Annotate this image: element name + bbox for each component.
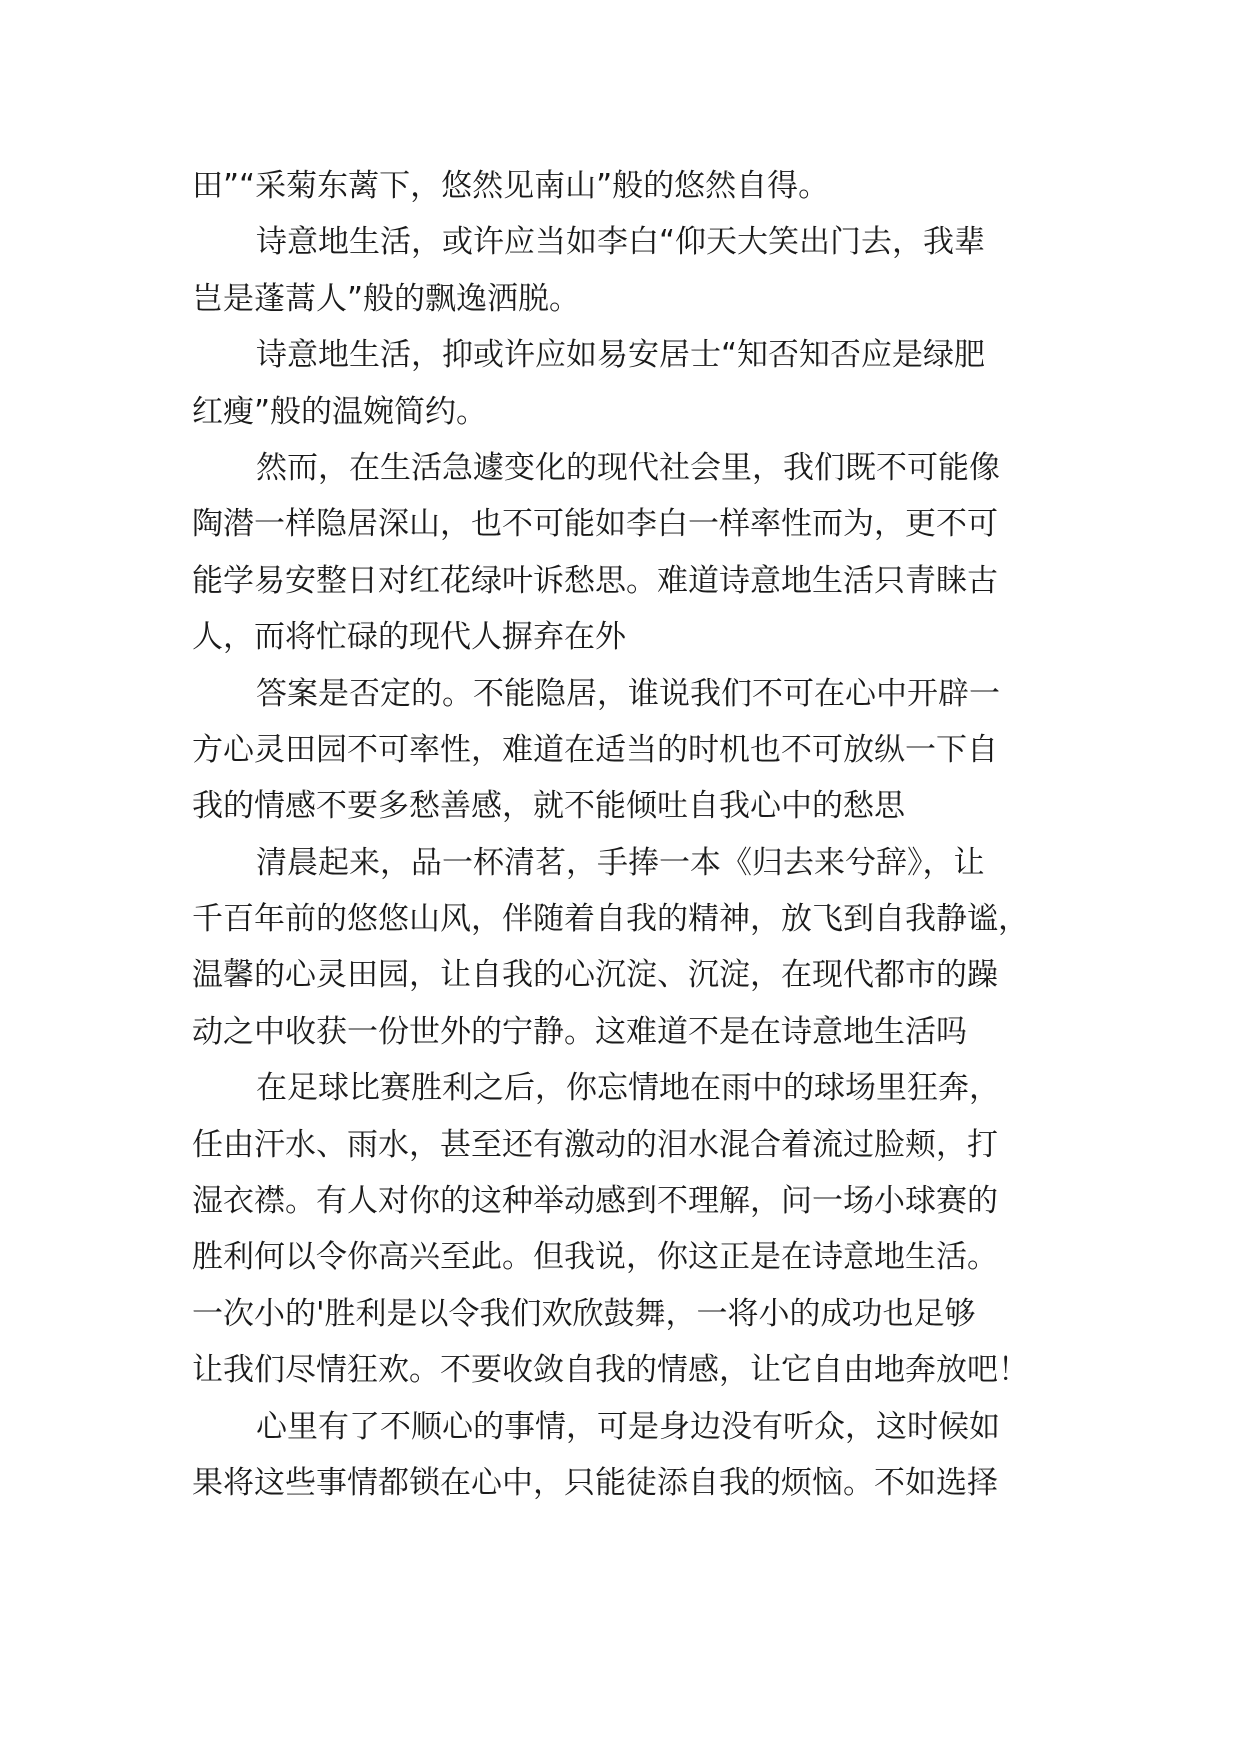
- text-line: 能学易安整日对红花绿叶诉愁思。难道诗意地生活只青睐古: [192, 562, 998, 599]
- text-line: 答案是否定的。不能隐居，谁说我们不可在心中开辟一: [256, 675, 1000, 712]
- text-line: 清晨起来，品一杯清茗，手捧一本《归去来兮辞》，让: [256, 844, 985, 881]
- text-line: 在足球比赛胜利之后，你忘情地在雨中的球场里狂奔，: [256, 1070, 1000, 1107]
- text-line: 陶潜一样隐居深山，也不可能如李白一样率性而为，更不可: [192, 506, 998, 543]
- text-line: 胜利何以令你高兴至此。但我说，你这正是在诗意地生活。: [192, 1239, 998, 1276]
- text-line: 岂是蓬蒿人”般的飘逸洒脱。: [192, 280, 581, 317]
- text-line: 人，而将忙碌的现代人摒弃在外: [192, 619, 626, 656]
- text-line: 我的情感不要多愁善感，就不能倾吐自我心中的愁思: [192, 788, 905, 825]
- text-line: 方心灵田园不可率性，难道在适当的时机也不可放纵一下自: [192, 731, 998, 768]
- text-line: 田”“采菊东蓠下，悠然见南山”般的悠然自得。: [192, 168, 830, 204]
- text-line: 任由汗水、雨水，甚至还有激动的泪水混合着流过脸颊，打: [192, 1126, 998, 1163]
- text-line: 红瘦”般的温婉简约。: [192, 393, 488, 430]
- text-line: 心里有了不顺心的事情，可是身边没有听众，这时候如: [256, 1408, 1000, 1445]
- text-line: 一次小的'胜利是以令我们欢欣鼓舞，一将小的成功也足够: [192, 1295, 976, 1332]
- text-line: 湿衣襟。有人对你的这种举动感到不理解，问一场小球赛的: [192, 1183, 998, 1220]
- text-line: 让我们尽情狂欢。不要收敛自我的情感，让它自由地奔放吧！: [192, 1352, 1029, 1389]
- text-line: 果将这些事情都锁在心中，只能徒添自我的烦恼。不如选择: [192, 1464, 998, 1501]
- text-line: 然而，在生活急遽变化的现代社会里，我们既不可能像: [256, 449, 1000, 486]
- text-line: 温馨的心灵田园，让自我的心沉淀、沉淀，在现代都市的躁: [192, 957, 998, 994]
- text-line: 动之中收获一份世外的宁静。这难道不是在诗意地生活吗: [192, 1013, 967, 1050]
- text-line: 诗意地生活，抑或许应如易安居士“知否知否应是绿肥: [256, 337, 986, 374]
- text-line: 千百年前的悠悠山风，伴随着自我的精神，放飞到自我静谧，: [192, 901, 1029, 938]
- body-text: [192, 158, 1058, 1511]
- text-line: 诗意地生活，或许应当如李白“仰天大笑出门去，我辈: [256, 224, 986, 261]
